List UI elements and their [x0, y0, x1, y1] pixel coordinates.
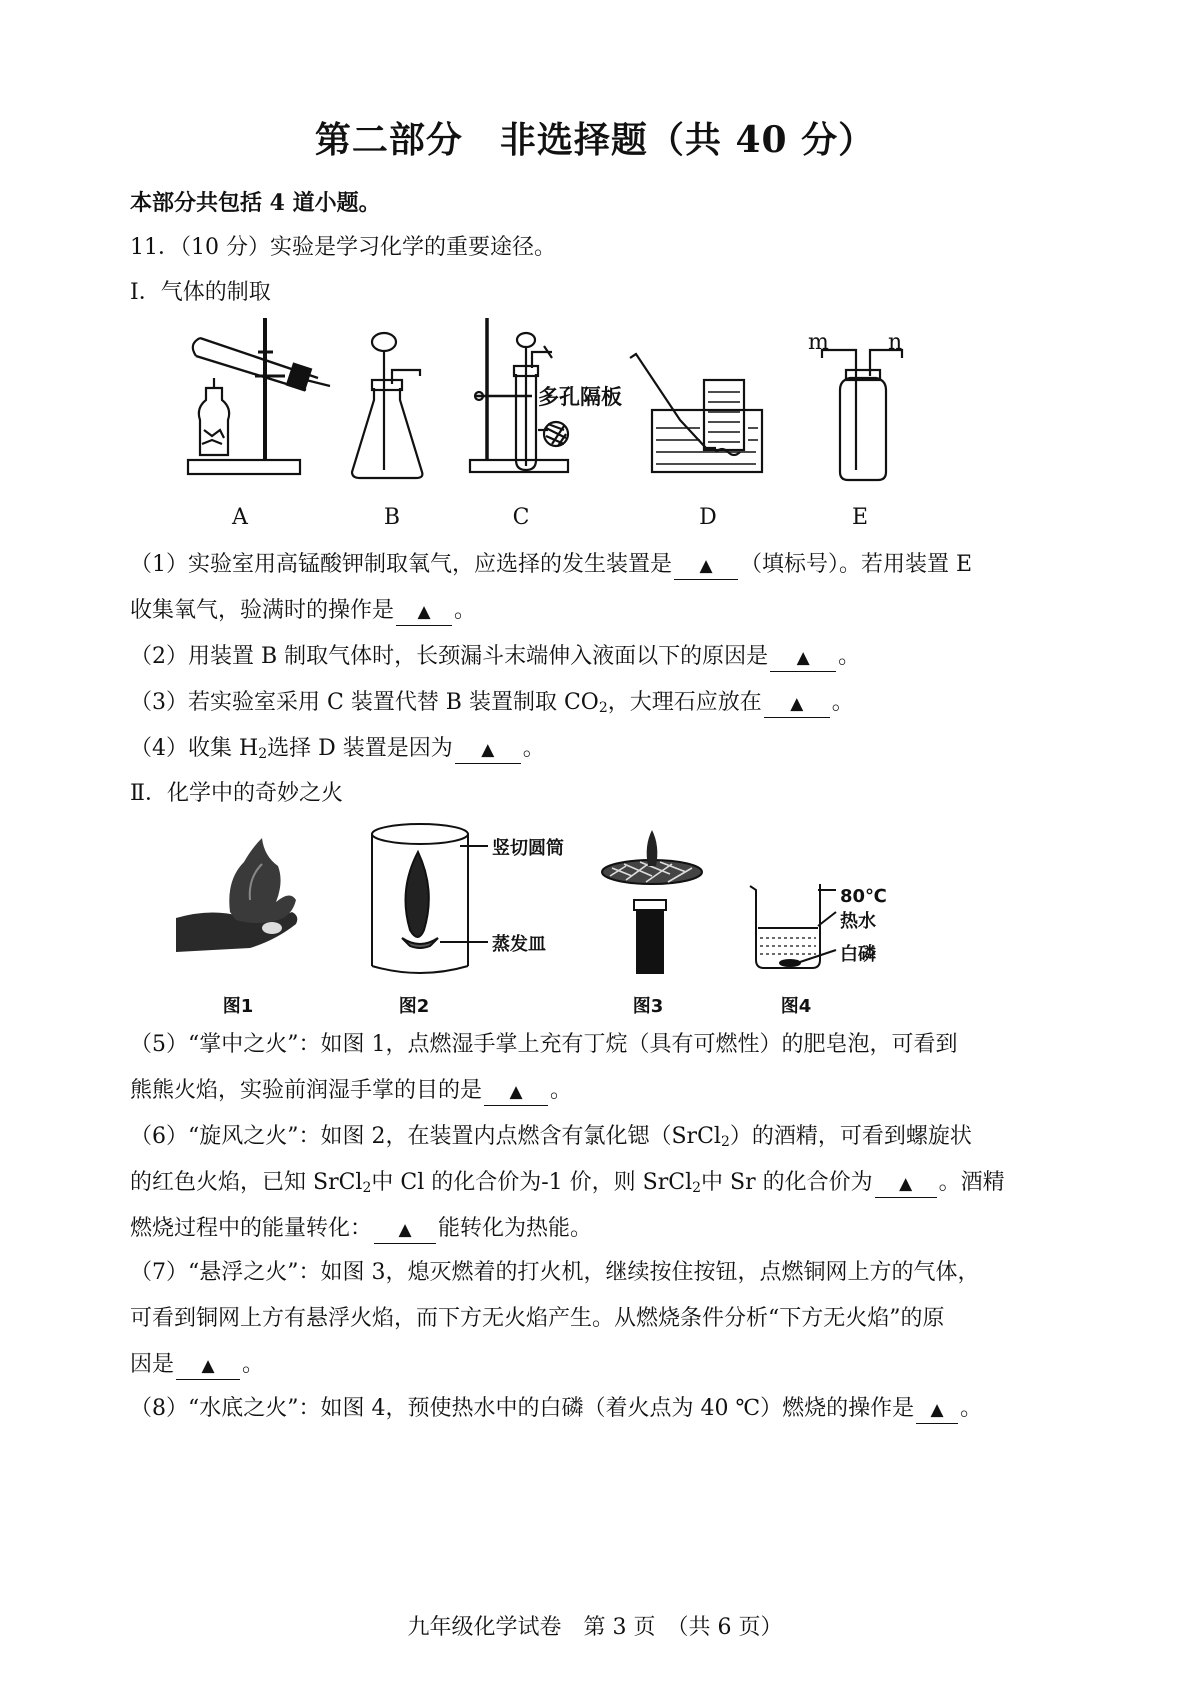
subq-6-line-3: 燃烧过程中的能量转化： ▲ 能转化为热能。: [130, 1214, 592, 1244]
fig4-water-label: 热水: [840, 911, 876, 932]
answer-blank: ▲: [764, 690, 830, 718]
subq-6-line-1: （6）“旋风之火”：如图 2，在装置内点燃含有氯化锶（SrCl$_2$）的酒精，可看到螺旋状: [130, 1124, 972, 1150]
subq-1-line-2: 收集氧气，验满时的操作是 ▲ 。: [130, 596, 476, 626]
label-b: B: [383, 505, 401, 530]
label-d: D: [699, 505, 717, 530]
figure-3-lighter: [602, 830, 702, 974]
bottle-port-m: m: [808, 330, 829, 355]
label-c: C: [512, 505, 530, 530]
subq-7-line-3: 因是 ▲ 。: [130, 1350, 264, 1380]
answer-blank: ▲: [176, 1352, 240, 1380]
bottle-port-n: n: [888, 330, 903, 355]
answer-blank: ▲: [875, 1170, 937, 1198]
figure-3-caption: 图3: [632, 996, 664, 1017]
answer-blank: ▲: [374, 1216, 436, 1244]
subq-5-line-1: （5）“掌中之火”：如图 1，点燃湿手掌上充有丁烷（具有可燃性）的肥皂泡，可看到: [130, 1032, 958, 1057]
answer-blank: ▲: [770, 644, 836, 672]
page-footer: 九年级化学试卷 第 3 页 （共 6 页）: [407, 1615, 783, 1640]
fig4-phosphorus-label: 白磷: [840, 944, 876, 965]
figure-2-cylinder: [372, 824, 488, 973]
label-a: A: [232, 505, 248, 530]
subq-6-line-2: 的红色火焰，已知 SrCl$_2$中 Cl 的化合价为-1 价，则 SrCl$_2$中 Sr 的化合价为 ▲ 。酒精: [130, 1170, 1005, 1196]
answer-blank: ▲: [484, 1078, 548, 1106]
subq-3: （3）若实验室采用 C 装置代替 B 装置制取 $CO_2$，大理石应放在 ▲ 。: [130, 690, 854, 716]
part-2-heading: Ⅱ．化学中的奇妙之火: [130, 781, 343, 806]
porous-plate-label: 多孔隔板: [538, 385, 622, 409]
subq-2: （2）用装置 B 制取气体时，长颈漏斗末端伸入液面以下的原因是 ▲ 。: [130, 642, 860, 672]
answer-blank: ▲: [396, 598, 452, 626]
label-e: E: [851, 505, 869, 530]
subq-7-line-2: 可看到铜网上方有悬浮火焰，而下方无火焰产生。从燃烧条件分析“下方无火焰”的原: [130, 1306, 945, 1331]
answer-blank: ▲: [916, 1396, 958, 1424]
subq-8: （8）“水底之火”：如图 4，预使热水中的白磷（着火点为 40 ℃）燃烧的操作是 ▲ 。: [130, 1394, 982, 1424]
figure-2-caption: 图2: [398, 996, 430, 1017]
subq-7-line-1: （7）“悬浮之火”：如图 3，熄灭燃着的打火机，继续按住按钮，点燃铜网上方的气体，: [130, 1260, 980, 1285]
subq-1-line-1: （1）实验室用高锰酸钾制取氧气，应选择的发生装置是 ▲ （填标号）。若用装置 E: [130, 550, 972, 580]
page-title: 第二部分 非选择题（共 40 分）: [314, 119, 876, 161]
fig4-temp-label: 80℃: [840, 886, 887, 907]
subq-5-line-2: 熊熊火焰，实验前润湿手掌的目的是 ▲ 。: [130, 1076, 572, 1106]
figure-1-caption: 图1: [222, 996, 254, 1017]
question-11-header: 11．（10 分）实验是学习化学的重要途径。: [130, 235, 556, 260]
answer-blank: ▲: [455, 736, 521, 764]
fig2-cylinder-label: 竖切圆筒: [492, 838, 564, 859]
figure-1-hand-fire: [176, 838, 297, 952]
answer-blank: ▲: [674, 552, 738, 580]
part-1-heading: Ⅰ．气体的制取: [130, 280, 271, 305]
figure-4-caption: 图4: [780, 996, 812, 1017]
subq-4: （4）收集 $H_2$选择 D 装置是因为 ▲ 。: [130, 736, 545, 762]
figure-4-beaker: [750, 884, 836, 968]
section-intro: 本部分共包括 4 道小题。: [130, 190, 381, 216]
fig2-dish-label: 蒸发皿: [492, 934, 546, 955]
